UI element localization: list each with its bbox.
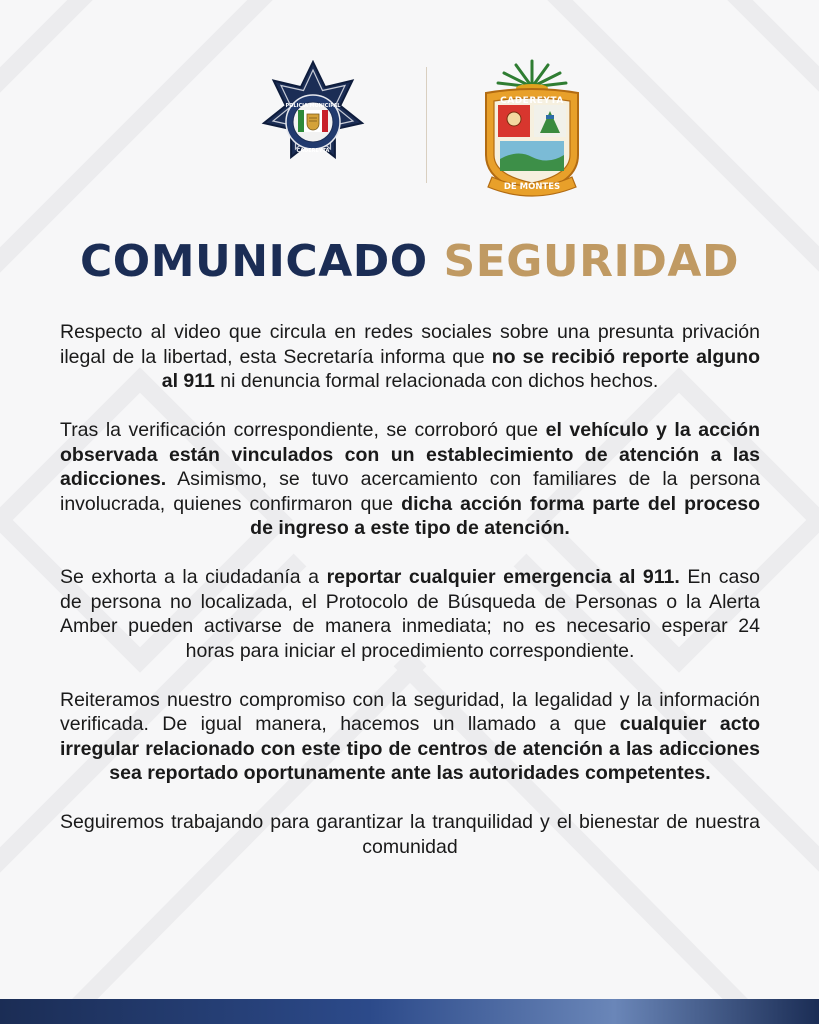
title-part-seguridad: SEGURIDAD	[443, 236, 739, 287]
paragraph-3-text: Se exhorta a la ciudadanía a	[60, 566, 327, 588]
badge-bottom-text: CADEREYTA	[296, 148, 330, 154]
logo-divider	[426, 67, 427, 183]
logos-header	[0, 55, 819, 200]
paragraph-5	[60, 810, 760, 859]
badge-top-text: POLICIA MUNICIPAL	[285, 103, 341, 109]
paragraph-3-text-end: En caso de persona no localizada, el Protocolo de Búsqueda de Personas o la Alerta Amber pueden activarse de manera inmediata; no es necesario esperar 24 horas para iniciar el procedimiento correspondiente.	[60, 566, 760, 662]
paragraph-1	[60, 320, 760, 394]
police-badge-logo	[248, 60, 378, 190]
title-part-comunicado: COMUNICADO	[80, 236, 428, 287]
paragraph-1-bold: no se recibió reporte alguno al 911	[161, 345, 760, 392]
paragraph-2	[60, 418, 760, 541]
paragraph-1-text: Respecto al video que circula en redes sociales sobre una presunta privación ilegal de la libertad, esta Secretaría informa que	[60, 321, 760, 368]
paragraph-3-bold: reportar cualquier emergencia al 911.	[326, 566, 680, 588]
municipal-shield-logo	[478, 55, 586, 200]
statement-body	[60, 320, 760, 884]
bottom-color-bar	[0, 999, 819, 1024]
shield-bottom-text: DE MONTES	[503, 182, 561, 192]
paragraph-5-text: Seguiremos trabajando para garantizar la tranquilidad y el bienestar de nuestra comunidad	[60, 811, 760, 858]
paragraph-2-bold-end: dicha acción forma parte del proceso de ingreso a este tipo de atención.	[250, 492, 761, 539]
paragraph-2-bold: el vehículo y la acción observada están vinculados con un establecimiento de atención a las adicciones.	[60, 419, 761, 490]
shield-top-text: CADEREYTA	[500, 96, 564, 106]
paragraph-4	[60, 688, 760, 786]
page-title	[0, 230, 819, 294]
paragraph-3	[60, 565, 760, 663]
paragraph-1-text-end: ni denuncia formal relacionada con dichos hechos.	[214, 370, 659, 392]
paragraph-2-text: Tras la verificación correspondiente, se corroboró que	[60, 419, 546, 441]
paragraph-2-text-mid: Asimismo, se tuvo acercamiento con familiares de la persona involucrada, quienes confirmaron que	[60, 468, 760, 515]
paragraph-4-text: Reiteramos nuestro compromiso con la seguridad, la legalidad y la información verificada. De igual manera, hacemos un llamado a que	[60, 688, 760, 735]
paragraph-4-bold: cualquier acto irregular relacionado con este tipo de centros de atención a las adicciones sea reportado oportunamente ante las autoridades competentes.	[60, 713, 760, 784]
